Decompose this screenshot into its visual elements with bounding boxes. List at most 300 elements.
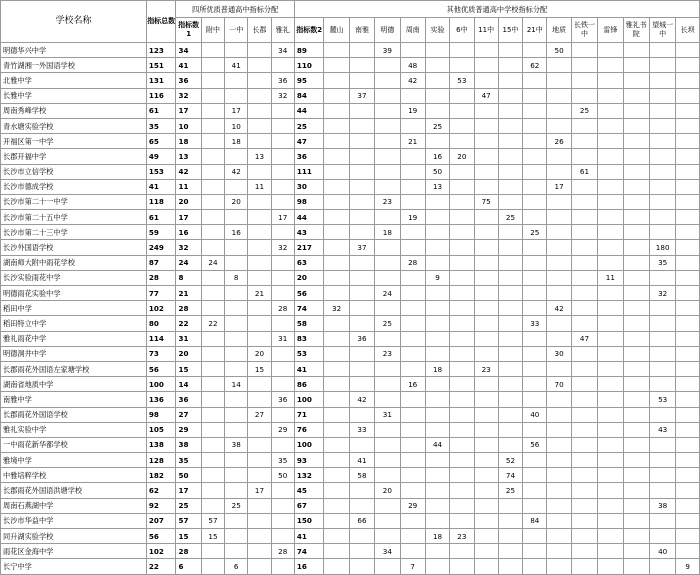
group2-cell (676, 483, 700, 498)
group2-cell (375, 361, 400, 376)
group1-cell: 6 (225, 559, 248, 574)
group2-cell (400, 179, 425, 194)
quota2-cell: 44 (294, 210, 324, 225)
group1-cell (248, 270, 271, 285)
group2-cell (474, 331, 498, 346)
group2-cell (450, 134, 474, 149)
quota1-cell: 6 (176, 559, 201, 574)
group2-cell (523, 498, 547, 513)
school-name-cell: 雅礼实验中学 (1, 422, 147, 437)
total-cell: 116 (146, 88, 176, 103)
total-cell: 105 (146, 422, 176, 437)
group2-cell (649, 483, 675, 498)
quota1-cell: 22 (176, 316, 201, 331)
group2-cell (450, 301, 474, 316)
group2-cell (649, 73, 675, 88)
group2-cell (547, 453, 571, 468)
group2-cell (425, 422, 449, 437)
group2-cell (425, 544, 449, 559)
group2-cell (547, 498, 571, 513)
table-row (1, 255, 700, 270)
group2-cell: 25 (425, 118, 449, 133)
group1-cell (225, 73, 248, 88)
group1-cell (225, 210, 248, 225)
group2-cell: 25 (571, 103, 597, 118)
group2-cell (425, 559, 449, 574)
group2-cell (349, 286, 374, 301)
group2-cell (375, 331, 400, 346)
table-row (1, 164, 700, 179)
group1-cell (225, 392, 248, 407)
group2-cell (547, 316, 571, 331)
group2-cell (623, 529, 649, 544)
group2-cell (450, 103, 474, 118)
group1-cell (248, 88, 271, 103)
group2-cell (425, 331, 449, 346)
group2-cell (400, 43, 425, 58)
group2-cell (349, 407, 374, 422)
quota2-cell: 150 (294, 513, 324, 528)
group2-cell (571, 453, 597, 468)
col-header: 21中 (523, 18, 547, 43)
group1-cell (271, 179, 294, 194)
group2-cell (324, 468, 349, 483)
group2-cell (571, 529, 597, 544)
table-row (1, 437, 700, 452)
group2-cell (400, 88, 425, 103)
group2-cell (676, 58, 700, 73)
col-header: 6中 (450, 18, 474, 43)
group2-cell (425, 210, 449, 225)
group2-cell: 74 (498, 468, 522, 483)
group2-cell: 56 (523, 437, 547, 452)
group2-cell (523, 453, 547, 468)
group2-cell (571, 255, 597, 270)
group2-cell (400, 483, 425, 498)
group1-cell (225, 468, 248, 483)
table-row (1, 43, 700, 58)
group2-cell (474, 498, 498, 513)
total-cell: 41 (146, 179, 176, 194)
table-row (1, 331, 700, 346)
group2-cell (623, 194, 649, 209)
group2-cell (547, 240, 571, 255)
group2-cell (425, 240, 449, 255)
group2-cell (450, 210, 474, 225)
group2-cell (498, 437, 522, 452)
group2-cell (400, 361, 425, 376)
school-name-cell: 周南秀峰学校 (1, 103, 147, 118)
total-cell: 128 (146, 453, 176, 468)
quota2-cell: 83 (294, 331, 324, 346)
group2-cell (498, 286, 522, 301)
group1-cell (225, 483, 248, 498)
table-row (1, 453, 700, 468)
col-header: 长铁一中 (571, 18, 597, 43)
group2-cell (474, 346, 498, 361)
group2-cell (571, 270, 597, 285)
group2-cell: 19 (400, 103, 425, 118)
group1-cell (248, 134, 271, 149)
group2-cell (450, 544, 474, 559)
quota1-cell: 36 (176, 73, 201, 88)
group2-cell (598, 437, 623, 452)
group2-cell (375, 437, 400, 452)
group2-cell (498, 149, 522, 164)
group2-cell (474, 210, 498, 225)
quota1-cell: 28 (176, 301, 201, 316)
school-name-header: 学校名称 (1, 1, 147, 43)
total-cell: 102 (146, 301, 176, 316)
group2-cell (676, 286, 700, 301)
header-row-groups (1, 1, 700, 18)
total-cell: 100 (146, 377, 176, 392)
group2-cell (523, 179, 547, 194)
school-name-cell: 北雅中学 (1, 73, 147, 88)
col-header: 实验 (425, 18, 449, 43)
group2-cell (598, 194, 623, 209)
group2-cell (450, 316, 474, 331)
group1-cell: 36 (271, 392, 294, 407)
group2-cell (498, 377, 522, 392)
total-cell: 123 (146, 43, 176, 58)
table-row (1, 73, 700, 88)
group2-cell (474, 134, 498, 149)
col-header: 长郡 (248, 18, 271, 43)
group2-cell (349, 270, 374, 285)
table-row (1, 118, 700, 133)
group2-cell (623, 164, 649, 179)
group2-cell (547, 149, 571, 164)
group2-cell (547, 422, 571, 437)
group2-cell (676, 513, 700, 528)
group1-cell (201, 88, 224, 103)
total-cell: 182 (146, 468, 176, 483)
group1-cell: 24 (201, 255, 224, 270)
group2-cell (547, 103, 571, 118)
group2-cell (598, 103, 623, 118)
group2-cell (450, 43, 474, 58)
group2-cell (623, 361, 649, 376)
group2-cell (425, 286, 449, 301)
group2-cell (571, 377, 597, 392)
school-name-cell: 湖南师大附中雨花学校 (1, 255, 147, 270)
group2-cell (623, 270, 649, 285)
total-cell: 22 (146, 559, 176, 574)
group2-cell: 47 (474, 88, 498, 103)
group2-cell (400, 513, 425, 528)
group2-cell (623, 225, 649, 240)
quota2-cell: 63 (294, 255, 324, 270)
quota1-cell: 34 (176, 43, 201, 58)
group2-cell (498, 529, 522, 544)
school-name-cell: 稻田中学 (1, 301, 147, 316)
group2-cell: 19 (400, 210, 425, 225)
group2-cell (324, 43, 349, 58)
group2-cell (324, 437, 349, 452)
quota1-cell: 11 (176, 179, 201, 194)
group1-cell (271, 134, 294, 149)
group2-cell (571, 316, 597, 331)
group1-cell (225, 453, 248, 468)
group2-cell: 30 (547, 346, 571, 361)
group2-cell (400, 529, 425, 544)
group2-cell (571, 179, 597, 194)
school-name-cell: 南雅中学 (1, 392, 147, 407)
group1-cell (201, 331, 224, 346)
group2-cell (375, 118, 400, 133)
group2-cell (498, 194, 522, 209)
quota2-cell: 98 (294, 194, 324, 209)
total-cell: 62 (146, 483, 176, 498)
total-cell: 56 (146, 529, 176, 544)
group1-cell: 31 (271, 331, 294, 346)
group2-cell (498, 58, 522, 73)
group1-cell (248, 225, 271, 240)
quota2-cell: 86 (294, 377, 324, 392)
group2-cell (375, 468, 400, 483)
group1-cell (248, 118, 271, 133)
group1-cell: 41 (225, 58, 248, 73)
group2-cell (324, 422, 349, 437)
group2-cell (324, 559, 349, 574)
group1-cell: 28 (271, 544, 294, 559)
group2-cell (450, 422, 474, 437)
quota1-cell: 27 (176, 407, 201, 422)
group2-cell (450, 361, 474, 376)
total-cell: 92 (146, 498, 176, 513)
group2-cell (425, 88, 449, 103)
quota1-cell: 14 (176, 377, 201, 392)
group2-cell (523, 255, 547, 270)
group2-cell (523, 240, 547, 255)
group1-cell: 36 (271, 73, 294, 88)
group2-cell (649, 361, 675, 376)
group2-cell (498, 225, 522, 240)
group2-cell (450, 225, 474, 240)
group2-cell (649, 58, 675, 73)
group2-cell: 16 (425, 149, 449, 164)
quota1-cell: 57 (176, 513, 201, 528)
group2-cell (425, 453, 449, 468)
group2-cell (474, 529, 498, 544)
quota2-cell: 30 (294, 179, 324, 194)
group2-cell (450, 468, 474, 483)
group2-cell (498, 118, 522, 133)
quota1-cell: 17 (176, 210, 201, 225)
table-row (1, 407, 700, 422)
group1-cell (271, 103, 294, 118)
table-row (1, 149, 700, 164)
group2-cell (598, 88, 623, 103)
group2-cell (623, 255, 649, 270)
group2-cell (523, 88, 547, 103)
group2-cell (425, 483, 449, 498)
group2-cell (375, 513, 400, 528)
group2-cell (676, 346, 700, 361)
group2-cell (676, 498, 700, 513)
group2-cell (450, 255, 474, 270)
group2-cell (598, 225, 623, 240)
group2-cell (623, 134, 649, 149)
group2-cell (425, 73, 449, 88)
group2-cell (425, 134, 449, 149)
group2-cell (349, 225, 374, 240)
group2-cell (623, 331, 649, 346)
table-row (1, 301, 700, 316)
group2-cell (375, 255, 400, 270)
group2-cell (523, 210, 547, 225)
group2-cell (474, 286, 498, 301)
group1-cell: 18 (225, 134, 248, 149)
quota2-cell: 43 (294, 225, 324, 240)
group2-cell (623, 377, 649, 392)
group2-cell (676, 194, 700, 209)
school-name-cell: 青水塘实验学校 (1, 118, 147, 133)
total-cell: 77 (146, 286, 176, 301)
group2-cell (375, 149, 400, 164)
group2-cell (324, 377, 349, 392)
group2-cell (598, 331, 623, 346)
group2-cell (498, 43, 522, 58)
group1-cell: 27 (248, 407, 271, 422)
group2-cell (523, 149, 547, 164)
group1-cell (248, 240, 271, 255)
group2-cell (324, 118, 349, 133)
group2-cell (523, 194, 547, 209)
group2-cell (676, 270, 700, 285)
group2-cell (450, 194, 474, 209)
group2-cell: 58 (349, 468, 374, 483)
group2-cell (676, 544, 700, 559)
group2-cell: 43 (649, 422, 675, 437)
group2-cell (676, 149, 700, 164)
group1-cell (225, 346, 248, 361)
group2-cell: 25 (375, 316, 400, 331)
group1-cell: 13 (248, 149, 271, 164)
col-header: 明德 (375, 18, 400, 43)
col-header: 地质 (547, 18, 571, 43)
group2-cell: 23 (375, 194, 400, 209)
group2-cell (523, 559, 547, 574)
group2-cell (571, 513, 597, 528)
group2-cell (375, 164, 400, 179)
col-header: 麓山 (324, 18, 349, 43)
total-cell: 65 (146, 134, 176, 149)
group2-cell (623, 453, 649, 468)
group2-cell (450, 240, 474, 255)
group1-cell: 22 (201, 316, 224, 331)
group2-cell: 70 (547, 377, 571, 392)
group1-cell (248, 331, 271, 346)
group2-cell (400, 240, 425, 255)
group2-cell (623, 483, 649, 498)
group2-cell (450, 179, 474, 194)
group2-cell (547, 73, 571, 88)
group2-cell (523, 422, 547, 437)
group2-cell (498, 179, 522, 194)
group1-cell (225, 240, 248, 255)
group2-cell (474, 118, 498, 133)
group1-cell (271, 255, 294, 270)
group2-cell (649, 225, 675, 240)
group2-cell (400, 437, 425, 452)
group1-cell (225, 331, 248, 346)
group2-cell (598, 134, 623, 149)
group2-cell (349, 194, 374, 209)
table-row (1, 346, 700, 361)
school-name-cell: 长郡开福中学 (1, 149, 147, 164)
group2-cell (349, 210, 374, 225)
group2-cell (547, 544, 571, 559)
quota2-cell: 45 (294, 483, 324, 498)
group2-cell (375, 240, 400, 255)
group2-cell (571, 194, 597, 209)
group2-cell (623, 301, 649, 316)
group2-cell (676, 529, 700, 544)
group1-cell (271, 529, 294, 544)
group2-cell: 36 (349, 331, 374, 346)
quota1-cell: 17 (176, 103, 201, 118)
quota1-cell: 24 (176, 255, 201, 270)
group2-cell: 44 (425, 437, 449, 452)
table-row (1, 422, 700, 437)
group2-cell (676, 316, 700, 331)
group1-cell (201, 559, 224, 574)
group2-cell (498, 331, 522, 346)
group2-cell (450, 270, 474, 285)
quota2-cell: 100 (294, 437, 324, 452)
group2-cell (324, 346, 349, 361)
group2-cell (498, 316, 522, 331)
group2-cell (425, 58, 449, 73)
group2-cell: 66 (349, 513, 374, 528)
group2-cell (349, 103, 374, 118)
group1-cell (271, 164, 294, 179)
group2-cell (450, 164, 474, 179)
quota1-cell: 18 (176, 134, 201, 149)
school-name-cell: 长沙实验雨花中学 (1, 270, 147, 285)
group2-cell: 33 (523, 316, 547, 331)
group2-cell (349, 544, 374, 559)
group2-cell (623, 118, 649, 133)
group2-cell (324, 134, 349, 149)
group1-cell (201, 73, 224, 88)
group2-cell (649, 134, 675, 149)
table-row (1, 103, 700, 118)
group2-cell (324, 194, 349, 209)
quota1-cell: 16 (176, 225, 201, 240)
group2-cell (474, 255, 498, 270)
total-cell: 87 (146, 255, 176, 270)
school-name-cell: 稻田特立中学 (1, 316, 147, 331)
group2-cell (375, 498, 400, 513)
quota2-cell: 71 (294, 407, 324, 422)
group2-cell (425, 194, 449, 209)
group2-cell: 40 (523, 407, 547, 422)
group2-cell (474, 301, 498, 316)
quota2-cell: 56 (294, 286, 324, 301)
group1-cell: 42 (225, 164, 248, 179)
quota1-cell: 28 (176, 544, 201, 559)
group2-cell (598, 118, 623, 133)
group1-cell (271, 346, 294, 361)
quota1-cell: 21 (176, 286, 201, 301)
group2-cell (623, 468, 649, 483)
group1-cell (201, 346, 224, 361)
col-header: 长坝 (676, 18, 700, 43)
group2-cell (474, 422, 498, 437)
